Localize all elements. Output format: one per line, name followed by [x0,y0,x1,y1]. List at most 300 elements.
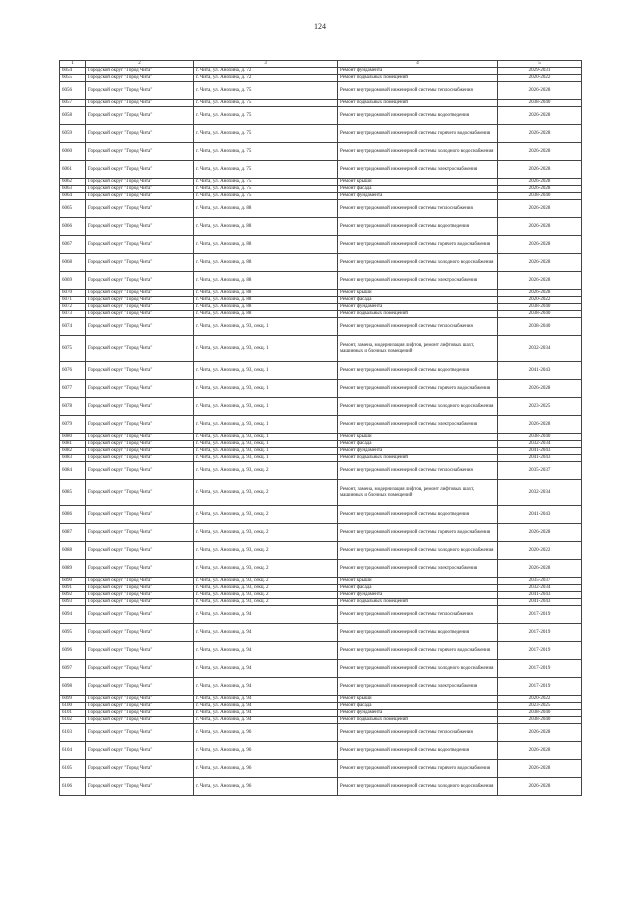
cell-number: 6071 [60,297,86,304]
cell-period: 2026-2028 [498,143,582,161]
cell-work-type: Ремонт внутридомовой инженерной системы теплоснабжения [338,200,498,218]
cell-work-type: Ремонт внутридомовой инженерной системы холодного водоснабжения [338,660,498,678]
cell-period: 2026-2028 [498,742,582,760]
cell-work-type: Ремонт фасада [338,585,498,592]
cell-address: г. Чита, ул. Анохина, д. 75 [194,186,338,193]
table-row [60,193,582,200]
cell-period: 2026-2028 [498,218,582,236]
cell-number: 6100 [60,703,86,710]
cell-period: 2017-2019 [498,606,582,624]
cell-number: 6081 [60,441,86,448]
cell-municipality: Городской округ "Город Чита" [86,542,194,560]
cell-period: 2038-2040 [498,710,582,717]
cell-municipality: Городской округ "Город Чита" [86,642,194,660]
cell-period: 2026-2028 [498,760,582,778]
cell-municipality: Городской округ "Город Чита" [86,143,194,161]
cell-address: г. Чита, ул. Анохина, д. 93, секц. 2 [194,480,338,506]
cell-period: 2041-2043 [498,448,582,455]
cell-work-type: Ремонт подвальных помещений [338,311,498,318]
cell-number: 6080 [60,434,86,441]
cell-address: г. Чита, ул. Анохина, д. 75 [194,125,338,143]
cell-period: 2032-2034 [498,441,582,448]
cell-work-type: Ремонт подвальных помещений [338,599,498,606]
cell-municipality: Городской округ "Город Чита" [86,760,194,778]
table-body [60,68,582,796]
table-row [60,179,582,186]
cell-period: 2026-2028 [498,236,582,254]
cell-address: г. Чита, ул. Анохина, д. 93, секц. 1 [194,336,338,362]
cell-address: г. Чита, ул. Анохина, д. 93, секц. 1 [194,434,338,441]
cell-work-type: Ремонт внутридомовой инженерной системы водоотведения [338,742,498,760]
cell-work-type: Ремонт фундамента [338,193,498,200]
cell-address: г. Чита, ул. Анохина, д. 75 [194,179,338,186]
cell-municipality: Городской округ "Город Чита" [86,218,194,236]
table-row [60,297,582,304]
cell-work-type: Ремонт подвальных помещений [338,75,498,82]
cell-number: 6089 [60,560,86,578]
cell-address: г. Чита, ул. Анохина, д. 93, секц. 1 [194,441,338,448]
cell-work-type: Ремонт фундамента [338,710,498,717]
cell-municipality: Городской округ "Город Чита" [86,506,194,524]
table-row [60,642,582,660]
cell-address: г. Чита, ул. Анохина, д. 75 [194,143,338,161]
cell-work-type: Ремонт внутридомовой инженерной системы горячего водоснабжения [338,524,498,542]
table-row [60,592,582,599]
cell-address: г. Чита, ул. Анохина, д. 94 [194,703,338,710]
cell-number: 6093 [60,599,86,606]
cell-municipality: Городской округ "Город Чита" [86,304,194,311]
cell-period: 2026-2028 [498,290,582,297]
table-row [60,578,582,585]
cell-address: г. Чита, ул. Анохина, д. 88 [194,200,338,218]
cell-work-type: Ремонт внутридомовой инженерной системы водоотведения [338,107,498,125]
cell-municipality: Городской округ "Город Чита" [86,193,194,200]
cell-municipality: Городской округ "Город Чита" [86,462,194,480]
cell-municipality: Городской округ "Город Чита" [86,441,194,448]
cell-period: 2017-2019 [498,678,582,696]
table-row [60,606,582,624]
column-header: 5 [498,61,582,68]
cell-municipality: Городской округ "Город Чита" [86,524,194,542]
cell-period: 2035-2037 [498,578,582,585]
cell-number: 6069 [60,272,86,290]
cell-address: г. Чита, ул. Анохина, д. 93, секц. 2 [194,462,338,480]
cell-municipality: Городской округ "Город Чита" [86,186,194,193]
table-row [60,703,582,710]
table-row [60,161,582,179]
table-row [60,143,582,161]
table-row [60,506,582,524]
cell-work-type: Ремонт, замена, модернизация лифтов, ремонт лифтовых шахт, машинных и блочных помещений [338,336,498,362]
cell-work-type: Ремонт, замена, модернизация лифтов, ремонт лифтовых шахт, машинных и блочных помещений [338,480,498,506]
cell-address: г. Чита, ул. Анохина, д. 93, секц. 2 [194,542,338,560]
cell-number: 6095 [60,624,86,642]
cell-work-type: Ремонт подвальных помещений [338,455,498,462]
cell-municipality: Городской округ "Город Чита" [86,585,194,592]
cell-number: 6067 [60,236,86,254]
cell-municipality: Городской округ "Город Чита" [86,660,194,678]
cell-period: 2026-2028 [498,724,582,742]
cell-municipality: Городской округ "Город Чита" [86,200,194,218]
cell-municipality: Городской округ "Город Чита" [86,179,194,186]
cell-work-type: Ремонт внутридомовой инженерной системы водоотведения [338,506,498,524]
cell-municipality: Городской округ "Город Чита" [86,560,194,578]
table-row [60,218,582,236]
cell-work-type: Ремонт фасада [338,186,498,193]
cell-work-type: Ремонт внутридомовой инженерной системы водоотведения [338,362,498,380]
cell-number: 6073 [60,311,86,318]
cell-period: 2041-2043 [498,455,582,462]
cell-municipality: Городской округ "Город Чита" [86,448,194,455]
table-row [60,560,582,578]
cell-work-type: Ремонт внутридомовой инженерной системы теплоснабжения [338,462,498,480]
register-table [59,60,582,796]
column-header: 3 [194,61,338,68]
cell-address: г. Чита, ул. Анохина, д. 94 [194,660,338,678]
table-row [60,624,582,642]
cell-period: 2026-2028 [498,179,582,186]
cell-municipality: Городской округ "Город Чита" [86,125,194,143]
cell-address: г. Чита, ул. Анохина, д. 93, секц. 2 [194,560,338,578]
cell-period: 2020-2022 [498,696,582,703]
cell-address: г. Чита, ул. Анохина, д. 88 [194,236,338,254]
cell-address: г. Чита, ул. Анохина, д. 96 [194,778,338,796]
cell-period: 2026-2028 [498,107,582,125]
cell-address: г. Чита, ул. Анохина, д. 94 [194,710,338,717]
cell-work-type: Ремонт фасада [338,441,498,448]
cell-municipality: Городской округ "Город Чита" [86,336,194,362]
cell-number: 6065 [60,200,86,218]
cell-work-type: Ремонт фундамента [338,68,498,75]
cell-period: 2038-2040 [498,318,582,336]
cell-work-type: Ремонт фундамента [338,448,498,455]
table-row [60,75,582,82]
cell-number: 6096 [60,642,86,660]
cell-work-type: Ремонт внутридомовой инженерной системы горячего водоснабжения [338,380,498,398]
cell-period: 2026-2028 [498,186,582,193]
cell-number: 6085 [60,480,86,506]
cell-work-type: Ремонт внутридомовой инженерной системы горячего водоснабжения [338,642,498,660]
cell-work-type: Ремонт подвальных помещений [338,717,498,724]
table-row [60,778,582,796]
table-row [60,524,582,542]
table-row [60,272,582,290]
cell-period: 2017-2019 [498,660,582,678]
cell-municipality: Городской округ "Город Чита" [86,678,194,696]
cell-number: 6070 [60,290,86,297]
cell-municipality: Городской округ "Город Чита" [86,434,194,441]
cell-work-type: Ремонт внутридомовой инженерной системы холодного водоснабжения [338,542,498,560]
cell-work-type: Ремонт внутридомовой инженерной системы теплоснабжения [338,606,498,624]
cell-number: 6090 [60,578,86,585]
table-row [60,455,582,462]
cell-work-type: Ремонт внутридомовой инженерной системы теплоснабжения [338,318,498,336]
cell-address: г. Чита, ул. Анохина, д. 72 [194,68,338,75]
cell-work-type: Ремонт внутридомовой инженерной системы горячего водоснабжения [338,236,498,254]
cell-period: 2041-2043 [498,599,582,606]
cell-period: 2017-2019 [498,624,582,642]
table-row [60,100,582,107]
cell-municipality: Городской округ "Город Чита" [86,606,194,624]
cell-number: 6106 [60,778,86,796]
table-row [60,441,582,448]
cell-period: 2038-2040 [498,311,582,318]
cell-number: 6083 [60,455,86,462]
cell-work-type: Ремонт внутридомовой инженерной системы холодного водоснабжения [338,143,498,161]
table-row [60,254,582,272]
cell-address: г. Чита, ул. Анохина, д. 93, секц. 1 [194,362,338,380]
cell-number: 6102 [60,717,86,724]
cell-number: 6054 [60,68,86,75]
cell-address: г. Чита, ул. Анохина, д. 75 [194,107,338,125]
cell-municipality: Городской округ "Город Чита" [86,455,194,462]
table-row [60,82,582,100]
table-row [60,434,582,441]
cell-municipality: Городской округ "Город Чита" [86,592,194,599]
cell-work-type: Ремонт внутридомовой инженерной системы электроснабжения [338,161,498,179]
cell-address: г. Чита, ул. Анохина, д. 93, секц. 1 [194,398,338,416]
cell-address: г. Чита, ул. Анохина, д. 96 [194,742,338,760]
cell-municipality: Городской округ "Город Чита" [86,68,194,75]
cell-work-type: Ремонт фасада [338,703,498,710]
cell-address: г. Чита, ул. Анохина, д. 94 [194,717,338,724]
cell-number: 6079 [60,416,86,434]
cell-work-type: Ремонт внутридомовой инженерной системы теплоснабжения [338,82,498,100]
cell-number: 6059 [60,125,86,143]
cell-number: 6088 [60,542,86,560]
table-row [60,200,582,218]
cell-address: г. Чита, ул. Анохина, д. 93, секц. 2 [194,599,338,606]
cell-number: 6056 [60,82,86,100]
cell-municipality: Городской округ "Город Чита" [86,778,194,796]
cell-address: г. Чита, ул. Анохина, д. 88 [194,218,338,236]
cell-period: 2023-2025 [498,398,582,416]
cell-period: 2038-2040 [498,193,582,200]
cell-period: 2032-2034 [498,585,582,592]
table-row [60,68,582,75]
cell-work-type: Ремонт внутридомовой инженерной системы электроснабжения [338,560,498,578]
cell-municipality: Городской округ "Город Чита" [86,161,194,179]
table-row [60,724,582,742]
cell-number: 6086 [60,506,86,524]
cell-number: 6104 [60,742,86,760]
cell-number: 6058 [60,107,86,125]
cell-address: г. Чита, ул. Анохина, д. 93, секц. 1 [194,416,338,434]
cell-address: г. Чита, ул. Анохина, д. 93, секц. 2 [194,585,338,592]
cell-number: 6055 [60,75,86,82]
cell-period: 2026-2028 [498,161,582,179]
cell-number: 6101 [60,710,86,717]
cell-work-type: Ремонт внутридомовой инженерной системы горячего водоснабжения [338,760,498,778]
cell-work-type: Ремонт внутридомовой инженерной системы горячего водоснабжения [338,125,498,143]
cell-municipality: Городской округ "Город Чита" [86,742,194,760]
cell-work-type: Ремонт крыши [338,696,498,703]
cell-period: 2026-2028 [498,82,582,100]
cell-address: г. Чита, ул. Анохина, д. 94 [194,624,338,642]
cell-period: 2038-2040 [498,717,582,724]
cell-work-type: Ремонт подвальных помещений [338,100,498,107]
cell-work-type: Ремонт фасада [338,297,498,304]
cell-address: г. Чита, ул. Анохина, д. 93, секц. 1 [194,318,338,336]
cell-number: 6057 [60,100,86,107]
table-row [60,125,582,143]
cell-number: 6098 [60,678,86,696]
cell-address: г. Чита, ул. Анохина, д. 88 [194,304,338,311]
cell-municipality: Городской округ "Город Чита" [86,297,194,304]
cell-period: 2032-2034 [498,480,582,506]
cell-municipality: Городской округ "Город Чита" [86,290,194,297]
cell-period: 2026-2028 [498,560,582,578]
cell-period: 2020-2022 [498,542,582,560]
cell-work-type: Ремонт внутридомовой инженерной системы холодного водоснабжения [338,254,498,272]
cell-period: 2032-2034 [498,336,582,362]
cell-period: 2026-2028 [498,380,582,398]
table-row [60,599,582,606]
cell-number: 6074 [60,318,86,336]
cell-municipality: Городской округ "Город Чита" [86,724,194,742]
cell-address: г. Чита, ул. Анохина, д. 93, секц. 2 [194,524,338,542]
cell-address: г. Чита, ул. Анохина, д. 88 [194,297,338,304]
cell-work-type: Ремонт внутридомовой инженерной системы водоотведения [338,218,498,236]
cell-municipality: Городской округ "Город Чита" [86,696,194,703]
cell-period: 2029-2031 [498,68,582,75]
cell-address: г. Чита, ул. Анохина, д. 93, секц. 1 [194,380,338,398]
cell-period: 2026-2028 [498,524,582,542]
cell-work-type: Ремонт крыши [338,434,498,441]
cell-municipality: Городской округ "Город Чита" [86,599,194,606]
cell-work-type: Ремонт крыши [338,578,498,585]
cell-number: 6061 [60,161,86,179]
cell-work-type: Ремонт внутридомовой инженерной системы водоотведения [338,624,498,642]
cell-period: 2026-2028 [498,125,582,143]
cell-municipality: Городской округ "Город Чита" [86,624,194,642]
cell-municipality: Городской округ "Город Чита" [86,480,194,506]
table-row [60,398,582,416]
cell-address: г. Чита, ул. Анохина, д. 96 [194,760,338,778]
table-row [60,717,582,724]
cell-period: 2038-2040 [498,434,582,441]
cell-work-type: Ремонт внутридомовой инженерной системы холодного водоснабжения [338,398,498,416]
table-row [60,380,582,398]
cell-work-type: Ремонт фундамента [338,592,498,599]
cell-number: 6091 [60,585,86,592]
cell-period: 2026-2028 [498,778,582,796]
cell-work-type: Ремонт крыши [338,179,498,186]
cell-period: 2041-2043 [498,506,582,524]
cell-address: г. Чита, ул. Анохина, д. 72 [194,75,338,82]
table-row [60,660,582,678]
cell-work-type: Ремонт внутридомовой инженерной системы электроснабжения [338,678,498,696]
table-row [60,678,582,696]
cell-period: 2020-2022 [498,297,582,304]
cell-number: 6076 [60,362,86,380]
cell-number: 6062 [60,179,86,186]
cell-number: 6092 [60,592,86,599]
cell-period: 2017-2019 [498,642,582,660]
table-row [60,710,582,717]
cell-municipality: Городской округ "Город Чита" [86,318,194,336]
cell-period: 2035-2037 [498,462,582,480]
cell-address: г. Чита, ул. Анохина, д. 75 [194,193,338,200]
cell-period: 2026-2028 [498,254,582,272]
cell-address: г. Чита, ул. Анохина, д. 96 [194,724,338,742]
cell-address: г. Чита, ул. Анохина, д. 93, секц. 2 [194,506,338,524]
cell-period: 2023-2025 [498,703,582,710]
cell-number: 6072 [60,304,86,311]
cell-municipality: Городской округ "Город Чита" [86,82,194,100]
cell-municipality: Городской округ "Город Чита" [86,578,194,585]
cell-number: 6084 [60,462,86,480]
cell-work-type: Ремонт внутридомовой инженерной системы электроснабжения [338,272,498,290]
cell-number: 6097 [60,660,86,678]
cell-municipality: Городской округ "Город Чита" [86,100,194,107]
page-number: 124 [314,22,326,31]
cell-period: 2020-2022 [498,75,582,82]
column-header: 1 [60,61,86,68]
cell-number: 6077 [60,380,86,398]
cell-number: 6094 [60,606,86,624]
cell-municipality: Городской округ "Город Чита" [86,380,194,398]
cell-number: 6066 [60,218,86,236]
table-row [60,107,582,125]
cell-address: г. Чита, ул. Анохина, д. 94 [194,696,338,703]
cell-municipality: Городской округ "Город Чита" [86,398,194,416]
table-row [60,760,582,778]
cell-number: 6099 [60,696,86,703]
cell-period: 2041-2043 [498,362,582,380]
cell-address: г. Чита, ул. Анохина, д. 88 [194,311,338,318]
cell-address: г. Чита, ул. Анохина, д. 88 [194,290,338,297]
table-row [60,318,582,336]
cell-work-type: Ремонт крыши [338,290,498,297]
table-row [60,186,582,193]
cell-address: г. Чита, ул. Анохина, д. 88 [194,254,338,272]
cell-work-type: Ремонт внутридомовой инженерной системы теплоснабжения [338,724,498,742]
cell-municipality: Городской округ "Город Чита" [86,703,194,710]
cell-municipality: Городской округ "Город Чита" [86,107,194,125]
cell-work-type: Ремонт внутридомовой инженерной системы электроснабжения [338,416,498,434]
table-row [60,416,582,434]
cell-number: 6078 [60,398,86,416]
table-row [60,542,582,560]
cell-work-type: Ремонт фундамента [338,304,498,311]
cell-number: 6075 [60,336,86,362]
cell-address: г. Чита, ул. Анохина, д. 93, секц. 1 [194,455,338,462]
cell-address: г. Чита, ул. Анохина, д. 88 [194,272,338,290]
cell-municipality: Городской округ "Город Чита" [86,75,194,82]
cell-period: 2026-2028 [498,200,582,218]
cell-address: г. Чита, ул. Анохина, д. 75 [194,161,338,179]
cell-number: 6064 [60,193,86,200]
cell-address: г. Чита, ул. Анохина, д. 94 [194,606,338,624]
table-header-row [60,61,582,68]
cell-number: 6063 [60,186,86,193]
cell-period: 2038-2040 [498,304,582,311]
cell-address: г. Чита, ул. Анохина, д. 75 [194,100,338,107]
table-row [60,304,582,311]
cell-municipality: Городской округ "Город Чита" [86,236,194,254]
cell-municipality: Городской округ "Город Чита" [86,272,194,290]
table-row [60,742,582,760]
table-row [60,336,582,362]
cell-address: г. Чита, ул. Анохина, д. 94 [194,678,338,696]
column-header: 4 [338,61,498,68]
cell-period: 2026-2028 [498,272,582,290]
cell-number: 6082 [60,448,86,455]
table-row [60,585,582,592]
cell-address: г. Чита, ул. Анохина, д. 75 [194,82,338,100]
cell-number: 6087 [60,524,86,542]
